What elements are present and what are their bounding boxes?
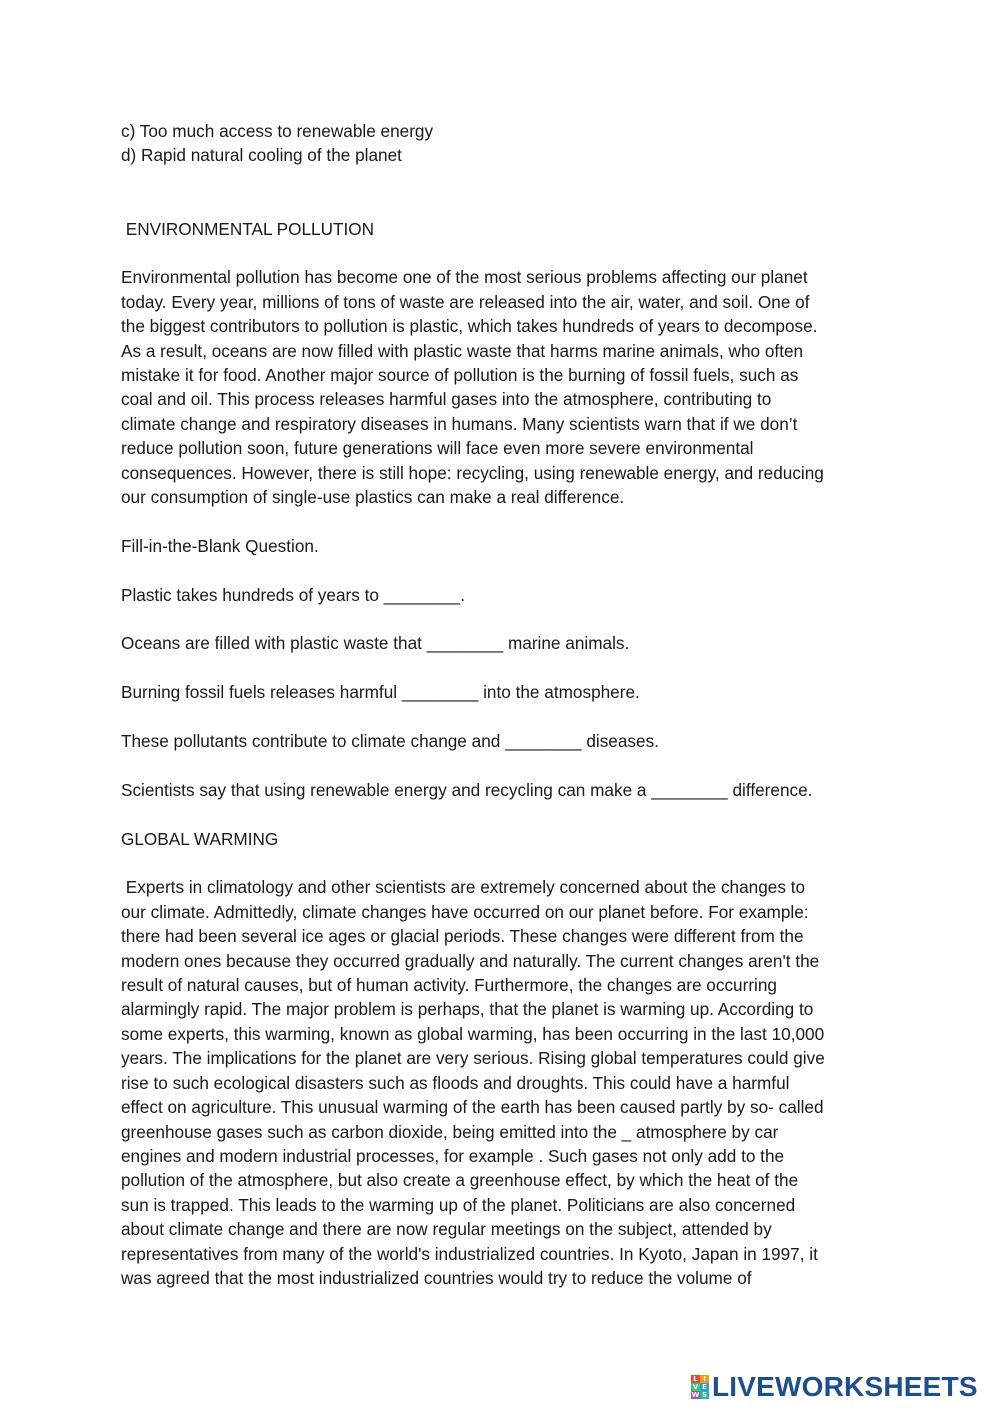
paragraph-line: the biggest contributors to pollution is plastic, which takes hundreds of years to decompose. <box>121 316 818 337</box>
logo-mark-icon <box>691 1375 709 1399</box>
paragraph-line: rise to such ecological disasters such as floods and droughts. This could have a harmful <box>121 1072 790 1093</box>
paragraph-line: consequences. However, there is still hope: recycling, using renewable energy, and reducing <box>121 462 824 483</box>
fill-blank-question-1: Plastic takes hundreds of years to ________. <box>121 584 465 605</box>
worksheet-page <box>121 119 891 1290</box>
liveworksheets-logo <box>691 1372 978 1402</box>
pollution-paragraph <box>121 265 891 509</box>
paragraph-line: result of natural causes, but of human activity. Furthermore, the changes are occurring <box>121 975 777 996</box>
paragraph-line: alarmingly rapid. The major problem is perhaps, that the planet is warming up. According to <box>121 999 814 1020</box>
question-heading: Fill-in-the-Blank Question. <box>121 535 319 556</box>
paragraph-line: engines and modern industrial processes, for example . Such gases not only add to the <box>121 1145 785 1166</box>
paragraph-line: greenhouse gases such as carbon dioxide, being emitted into the _ atmosphere by car <box>121 1121 779 1142</box>
paragraph-line: sun is trapped. This leads to the warming up of the planet. Politicians are also concerned <box>121 1194 796 1215</box>
paragraph-line: Environmental pollution has become one of the most serious problems affecting our planet <box>121 267 808 288</box>
paragraph-line: reduce pollution soon, future generations will face even more severe environmental <box>121 438 754 459</box>
paragraph-line: effect on agriculture. This unusual warming of the earth has been caused partly by so- called <box>121 1097 824 1118</box>
paragraph-line: our climate. Admittedly, climate changes have occurred on our planet before. For example: <box>121 901 809 922</box>
paragraph-line: mistake it for food. Another major source of pollution is the burning of fossil fuels, such as <box>121 365 799 386</box>
paragraph-line: Experts in climatology and other scientists are extremely concerned about the changes to <box>121 877 806 898</box>
paragraph-line: today. Every year, millions of tons of waste are released into the air, water, and soil. One of <box>121 291 810 312</box>
paragraph-line: coal and oil. This process releases harmful gases into the atmosphere, contributing to <box>121 389 772 410</box>
paragraph-line: there had been several ice ages or glacial periods. These changes were different from the <box>121 926 804 947</box>
section-title-pollution: ENVIRONMENTAL POLLUTION <box>121 218 375 239</box>
paragraph-line: about climate change and there are now regular meetings on the subject, attended by <box>121 1219 772 1240</box>
paragraph-line: pollution of the atmosphere, but also create a greenhouse effect, by which the heat of the <box>121 1170 799 1191</box>
logo-mark-letter: E <box>700 1383 709 1391</box>
paragraph-line: years. The implications for the planet are very serious. Rising global temperatures could give <box>121 1048 825 1069</box>
paragraph-line: modern ones because they occurred gradually and naturally. The current changes aren't the <box>121 950 820 971</box>
fill-blank-question-3: Burning fossil fuels releases harmful ________ into the atmosphere. <box>121 682 640 703</box>
logo-mark-letter: I <box>700 1375 709 1383</box>
paragraph-line: was agreed that the most industrialized countries would try to reduce the volume of <box>121 1267 752 1288</box>
fill-blank-question-2: Oceans are filled with plastic waste that ________ marine animals. <box>121 633 630 654</box>
option-c: c) Too much access to renewable energy <box>121 121 434 141</box>
fill-blank-question-5: Scientists say that using renewable energy and recycling can make a ________ difference. <box>121 779 813 800</box>
option-d: d) Rapid natural cooling of the planet <box>121 145 402 166</box>
section-title-global-warming: GLOBAL WARMING <box>121 828 279 849</box>
paragraph-line: representatives from many of the world's industrialized countries. In Kyoto, Japan in 1997, it <box>121 1243 818 1264</box>
fill-blank-question-4: These pollutants contribute to climate change and ________ diseases. <box>121 731 659 752</box>
logo-mark-letter: L <box>691 1375 700 1383</box>
logo-text: LIVEWORKSHEETS <box>712 1371 978 1402</box>
paragraph-line: our consumption of single-use plastics can make a real difference. <box>121 487 625 508</box>
logo-mark-letter: V <box>692 1383 699 1391</box>
global-warming-paragraph <box>121 875 891 1290</box>
logo-mark-letter: S <box>701 1391 708 1399</box>
answer-options <box>121 119 891 168</box>
paragraph-line: climate change and respiratory diseases in humans. Many scientists warn that if we don’t <box>121 413 798 434</box>
paragraph-line: As a result, oceans are now filled with plastic waste that harms marine animals, who often <box>121 340 804 361</box>
paragraph-line: some experts, this warming, known as global warming, has been occurring in the last 10,000 <box>121 1023 825 1044</box>
logo-mark-letter: W <box>691 1391 700 1399</box>
